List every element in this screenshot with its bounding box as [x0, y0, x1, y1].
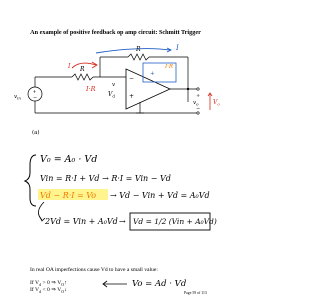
imperfection-note: In real OA imperfections cause Vd to have a small value:: [30, 267, 158, 273]
brace: [25, 155, 36, 206]
output-label: $v_o$: [193, 100, 199, 107]
current-label-left: I: [68, 63, 71, 70]
left-arrow-icon: [100, 279, 130, 289]
page-title: An example of positive feedback op amp circuit: Schmitt Trigger: [30, 29, 201, 36]
equation-2: Vin = R·I + Vd → R·I = Vin − Vd: [40, 174, 171, 183]
vd-label: $V_d$: [108, 91, 115, 99]
resistor-bottom: [72, 74, 93, 80]
output-hand-label: $V_o$: [213, 99, 220, 107]
condition-positive: If $V_d > 0$ ⇒ $V_O↑$: [30, 280, 67, 288]
equation-4b: Vd = 1/2 (Vin + A₀Vd): [133, 217, 217, 226]
input-plus: +: [129, 93, 135, 100]
current-label-bottom: I·R: [86, 85, 96, 93]
handwritten-derivation: [0, 140, 231, 265]
current-label-top: I: [176, 44, 179, 52]
output-plus: +: [196, 93, 201, 99]
source-label: $v_{in}$: [14, 94, 21, 101]
svg-text:→: →: [119, 217, 126, 226]
resistor-bottom-label: R: [80, 66, 85, 73]
source-plus: +: [32, 89, 37, 95]
input-minus: −: [129, 75, 135, 82]
source-minus: −: [33, 95, 38, 101]
schmitt-trigger-circuit: [0, 38, 231, 138]
vd-plus-mark: +: [150, 71, 155, 77]
handwritten-output-eq: Vo = Ad · Vd: [132, 279, 187, 289]
equation-3b: → Vd − Vin + Vd = A₀Vd: [110, 191, 210, 200]
equation-4a: 2Vd = Vin + A₀Vd: [45, 217, 118, 226]
figure-label: (a): [32, 130, 40, 136]
equation-1: V₀ = A₀ · Vd: [40, 154, 98, 165]
resistor-top: [128, 54, 149, 60]
page-number: Page 59 of 113: [184, 291, 207, 295]
equation-3a: Vd − R·I = Vo: [40, 191, 97, 200]
current-label-mid: I·R: [165, 64, 174, 70]
resistor-top-label: R: [136, 46, 141, 53]
v-small-label: v: [112, 82, 116, 88]
condition-negative: If $V_d < 0$ ⇒ $V_O↓$: [30, 287, 67, 295]
output-minus: −: [196, 106, 201, 112]
current-arrow-top: [96, 49, 170, 53]
